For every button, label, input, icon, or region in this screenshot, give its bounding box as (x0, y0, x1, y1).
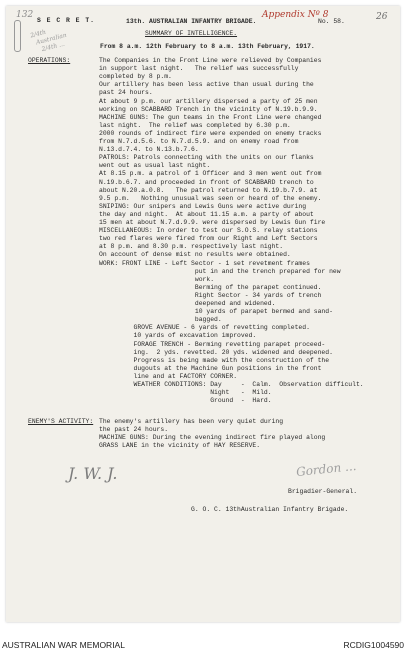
footer-record-id: RCDIG1004590 (343, 640, 404, 650)
text-line: deepened and widened. (99, 300, 276, 307)
text-line: N.13.d.7.4. to N.13.b.7.6. (99, 146, 199, 154)
pencil-scrawl: 2/4th Australian 2/4th ... (29, 28, 68, 55)
period-line: From 8 a.m. 12th February to 8 a.m. 13th February, 1917. (100, 43, 315, 50)
page-number: 26 (376, 12, 388, 22)
archive-footer (0, 630, 406, 654)
signatory-rank: Brigadier-General. (288, 488, 358, 495)
text-line: MACHINE GUNS: During the evening indirect fire played along (99, 434, 326, 442)
text-line: ing. 2 yds. revetted. 20 yds. widened and deepened. (99, 348, 333, 356)
appendix-note: Appendix Nº 8 (262, 10, 329, 20)
text-line: 10 yards of parapet bermed and sand- (99, 308, 333, 316)
signatory-command: G. O. C. 13thAustralian Infantry Brigade. (191, 506, 349, 513)
text-line: 9.5 p.m. Nothing unusual was seen or heard of the enemy. (99, 194, 322, 202)
text-line: The enemy's artillery has been very quiet during (99, 418, 284, 425)
text-line: bagged. (99, 316, 222, 324)
text-line: last night. The relief was completed by 6.30 p.m. (99, 121, 291, 129)
text-line: about N.20.a.0.8. The patrol returned to N.19.b.7.9. at (99, 186, 318, 194)
text-line: WORK: FRONT LINE - Left Sector - 1 set revetment frames (99, 259, 310, 267)
text-line: FORAGE TRENCH - Berming revetting parapet proceed- (99, 340, 326, 348)
text-line: went out as usual last night. (99, 162, 211, 170)
text-line: The Companies in the Front Line were relieved by Companies (99, 57, 322, 64)
text-line: the past 24 hours. (99, 426, 169, 434)
text-line: MISCELLANEOUS: In order to test our S.O.S. relay stations (99, 227, 318, 235)
text-line: At 8.15 p.m. a patrol of 1 Officer and 3 men went out from (99, 170, 322, 178)
text-line: the day and night. At about 11.15 a.m. a party of about (99, 210, 314, 218)
text-line: Our artillery has been less active than usual during the (99, 81, 314, 89)
text-line: working on SCABBARD Trench in the vicinity of N.19.b.9.9. (99, 105, 318, 113)
text-line: in support last night. The relief was successfully (99, 65, 299, 73)
text-line: completed by 8 p.m. (99, 73, 172, 81)
secret-heading: S E C R E T. (37, 17, 96, 24)
text-line: dugouts at the Machine Gun positions in the front (99, 364, 322, 372)
text-line: 10 yards of excavation improved. (99, 332, 257, 340)
text-line: N.19.b.6.7. and proceeded in front of SCABBARD trench to (99, 178, 314, 186)
text-line: line and at FACTORY CORNER. (99, 372, 238, 380)
text-line: Night - Mild. (99, 389, 272, 397)
text-line: GRASS LANE in the vicinity of HAY RESERVE. (99, 442, 261, 450)
text-line: Right Sector - 34 yards of trench (99, 291, 322, 299)
summary-number: No. 58. (318, 18, 345, 25)
folio-number: 132 (16, 10, 34, 20)
text-line: Berming of the parapet continued. (99, 283, 322, 291)
handwritten-initials: J. W. J. (68, 464, 118, 483)
unit-heading: 13th. AUSTRALIAN INFANTRY BRIGADE. (126, 18, 257, 25)
text-line: past 24 hours. (99, 89, 153, 97)
text-line: Progress is being made with the construction of the (99, 356, 330, 364)
document-page (6, 6, 400, 622)
text-line: two red flares were fired from our Right and Left Sectors (99, 235, 318, 243)
binding-mark (14, 20, 21, 52)
text-line: MACHINE GUNS: The gun teams in the Front Line were changed (99, 113, 322, 121)
handwritten-signature: Gordon ... (295, 458, 358, 480)
enemy-activity-label: ENEMY'S ACTIVITY: (28, 418, 94, 425)
text-line: work. (99, 275, 215, 283)
text-line: Ground - Hard. (99, 397, 272, 405)
text-line: PATROLS: Patrols connecting with the units on our flanks (99, 154, 314, 162)
text-line: WEATHER CONDITIONS: Day - Calm. Observation difficult. (99, 381, 364, 388)
text-line: 15 men at about N.7.d.9.9. were dispersed by Lewis Gun fire (99, 219, 326, 226)
footer-archive-name: AUSTRALIAN WAR MEMORIAL (2, 640, 125, 650)
text-line: SNIPING: Our snipers and Lewis Guns were active during (99, 202, 307, 210)
text-line: from N.7.d.5.6. to N.7.d.5.9. and on enemy road from (99, 138, 299, 145)
operations-label: OPERATIONS: (28, 57, 71, 64)
text-line: put in and the trench prepared for new (99, 267, 341, 275)
text-line: at 8 p.m. and 8.30 p.m. respectively last night. (99, 243, 284, 251)
text-line: 2000 rounds of indirect fire were expended on enemy tracks (99, 129, 322, 137)
text-line: GROVE AVENUE - 6 yards of revetting completed. (99, 324, 310, 332)
document-title: SUMMARY OF INTELLIGENCE. (145, 30, 238, 37)
text-line: At about 9 p.m. our artillery dispersed a party of 25 men (99, 97, 318, 105)
text-line: On account of dense mist no results were obtained. (99, 251, 291, 259)
